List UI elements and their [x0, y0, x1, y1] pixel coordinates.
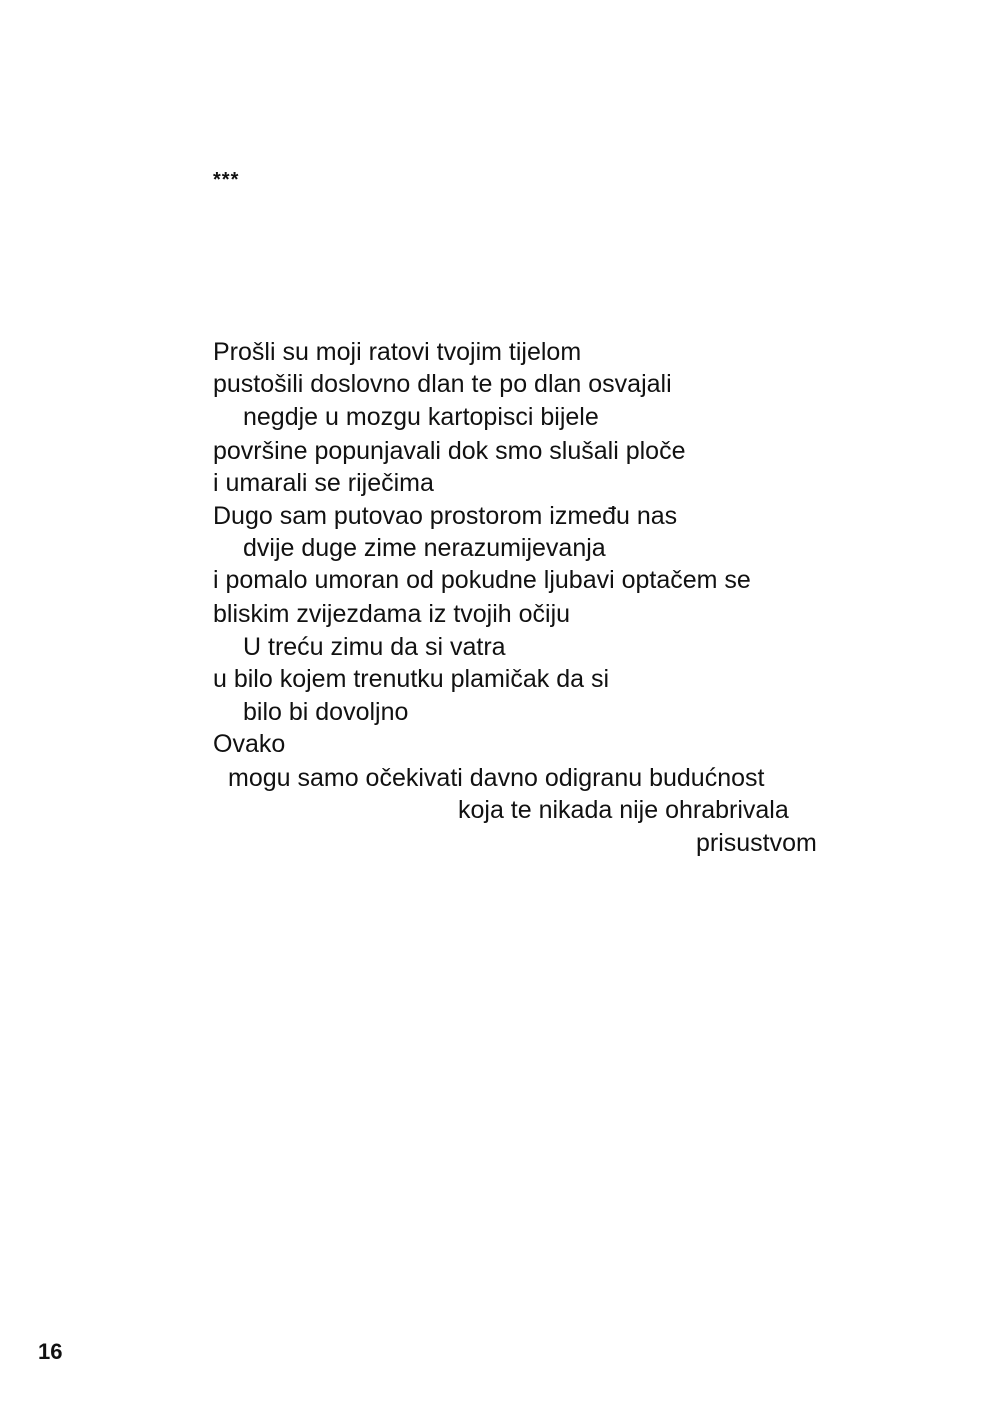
poem-line: u bilo kojem trenutku plamičak da si [213, 665, 610, 693]
poem-line: bliskim zvijezdama iz tvojih očiju [213, 600, 571, 628]
poem-line: mogu samo očekivati davno odigranu budućnost [228, 764, 765, 792]
poem-line: Prošli su moji ratovi tvojim tijelom [213, 338, 582, 366]
poem-line: koja te nikada nije ohrabrivala [458, 796, 789, 824]
poem-line: Ovako [213, 730, 286, 758]
poem-line: i umarali se riječima [213, 469, 434, 497]
poem-line: bilo bi dovoljno [243, 698, 409, 726]
poem-line: i pomalo umoran od pokudne ljubavi optačem se [213, 566, 751, 594]
poem-line: negdje u mozgu kartopisci bijele [243, 403, 599, 431]
section-ornament: *** [213, 169, 240, 191]
poem-line: U treću zimu da si vatra [243, 633, 506, 661]
poem-line: dvije duge zime nerazumijevanja [243, 534, 606, 562]
poem-line: prisustvom [696, 829, 817, 857]
poem-line: površine popunjavali dok smo slušali ploče [213, 437, 686, 465]
poem-line: Dugo sam putovao prostorom između nas [213, 502, 678, 530]
poem-line: pustošili doslovno dlan te po dlan osvajali [213, 370, 672, 398]
page-number: 16 [38, 1339, 63, 1364]
